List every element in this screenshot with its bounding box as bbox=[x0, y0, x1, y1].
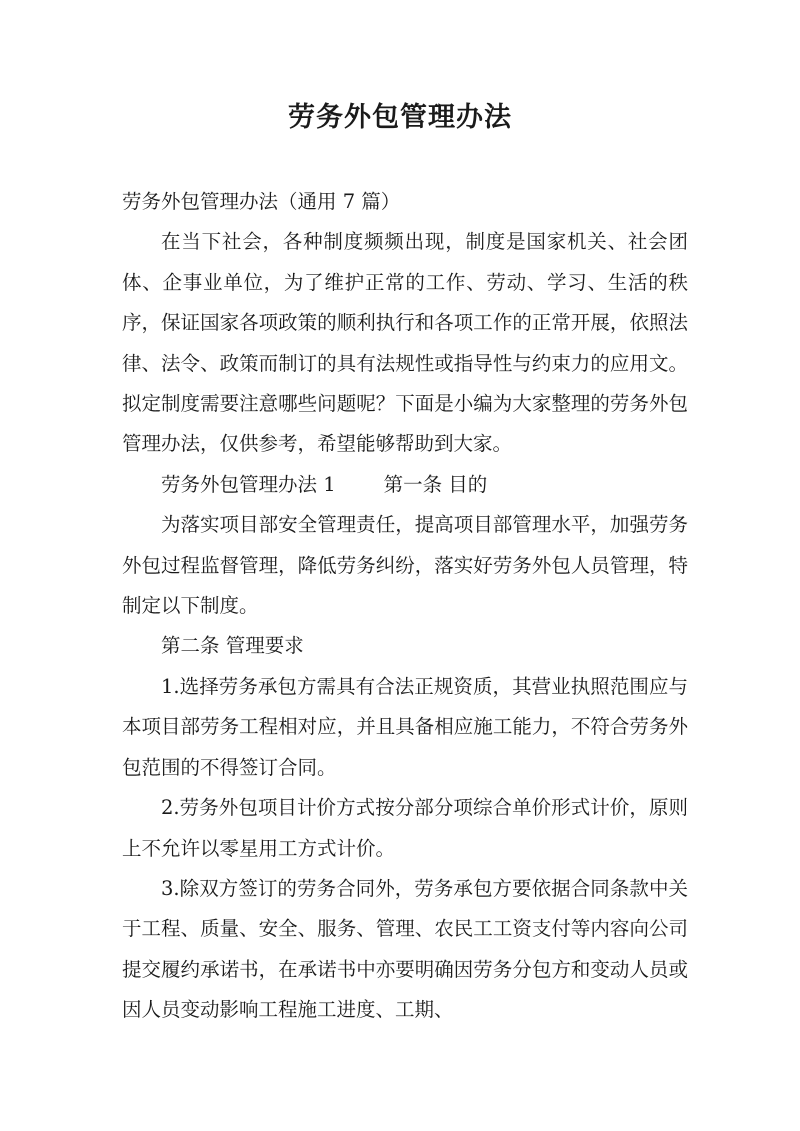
document-title: 劳务外包管理办法 bbox=[288, 102, 512, 133]
document-body bbox=[122, 182, 688, 1031]
section-heading-line bbox=[122, 465, 688, 505]
requirement-item-1: 1.选择劳务承包方需具有合法正规资质，其营业执照范围应与本项目部劳务工程相对应，并且具备相应施工能力，不符合劳务外包范围的不得签订合同。 bbox=[122, 674, 688, 779]
intro-paragraph: 在当下社会，各种制度频频出现，制度是国家机关、社会团体、企事业单位，为了维护正常的工作、劳动、学习、生活的秩序，保证国家各项政策的顺利执行和各项工作的正常开展，依照法律、法令、政策而制订的具有法规性或指导性与约束力的应用文。拟定制度需要注意哪些问题呢？下面是小编为大家整理的劳务外包管理办法，仅供参考，希望能够帮助到大家。 bbox=[122, 230, 688, 456]
article1-paragraph: 为落实项目部安全管理责任，提高项目部管理水平，加强劳务外包过程监督管理，降低劳务纠纷，落实好劳务外包人员管理，特制定以下制度。 bbox=[122, 513, 688, 618]
requirement-item-2: 2.劳务外包项目计价方式按分部分项综合单价形式计价，原则上不允许以零星用工方式计价。 bbox=[122, 796, 688, 860]
article2-heading: 第二条 管理要求 bbox=[161, 634, 304, 658]
requirement-item-3: 3.除双方签订的劳务合同外，劳务承包方要依据合同条款中关于工程、质量、安全、服务、管理、农民工工资支付等内容向公司提交履约承诺书，在承诺书中亦要明确因劳务分包方和变动人员或因人员变动影响工程施工进度、工期、 bbox=[122, 876, 688, 1022]
article1-heading: 第一条 目的 bbox=[383, 472, 488, 496]
document-subtitle: 劳务外包管理办法（通用 7 篇） bbox=[122, 190, 401, 213]
section-label: 劳务外包管理办法 1 bbox=[161, 472, 336, 496]
